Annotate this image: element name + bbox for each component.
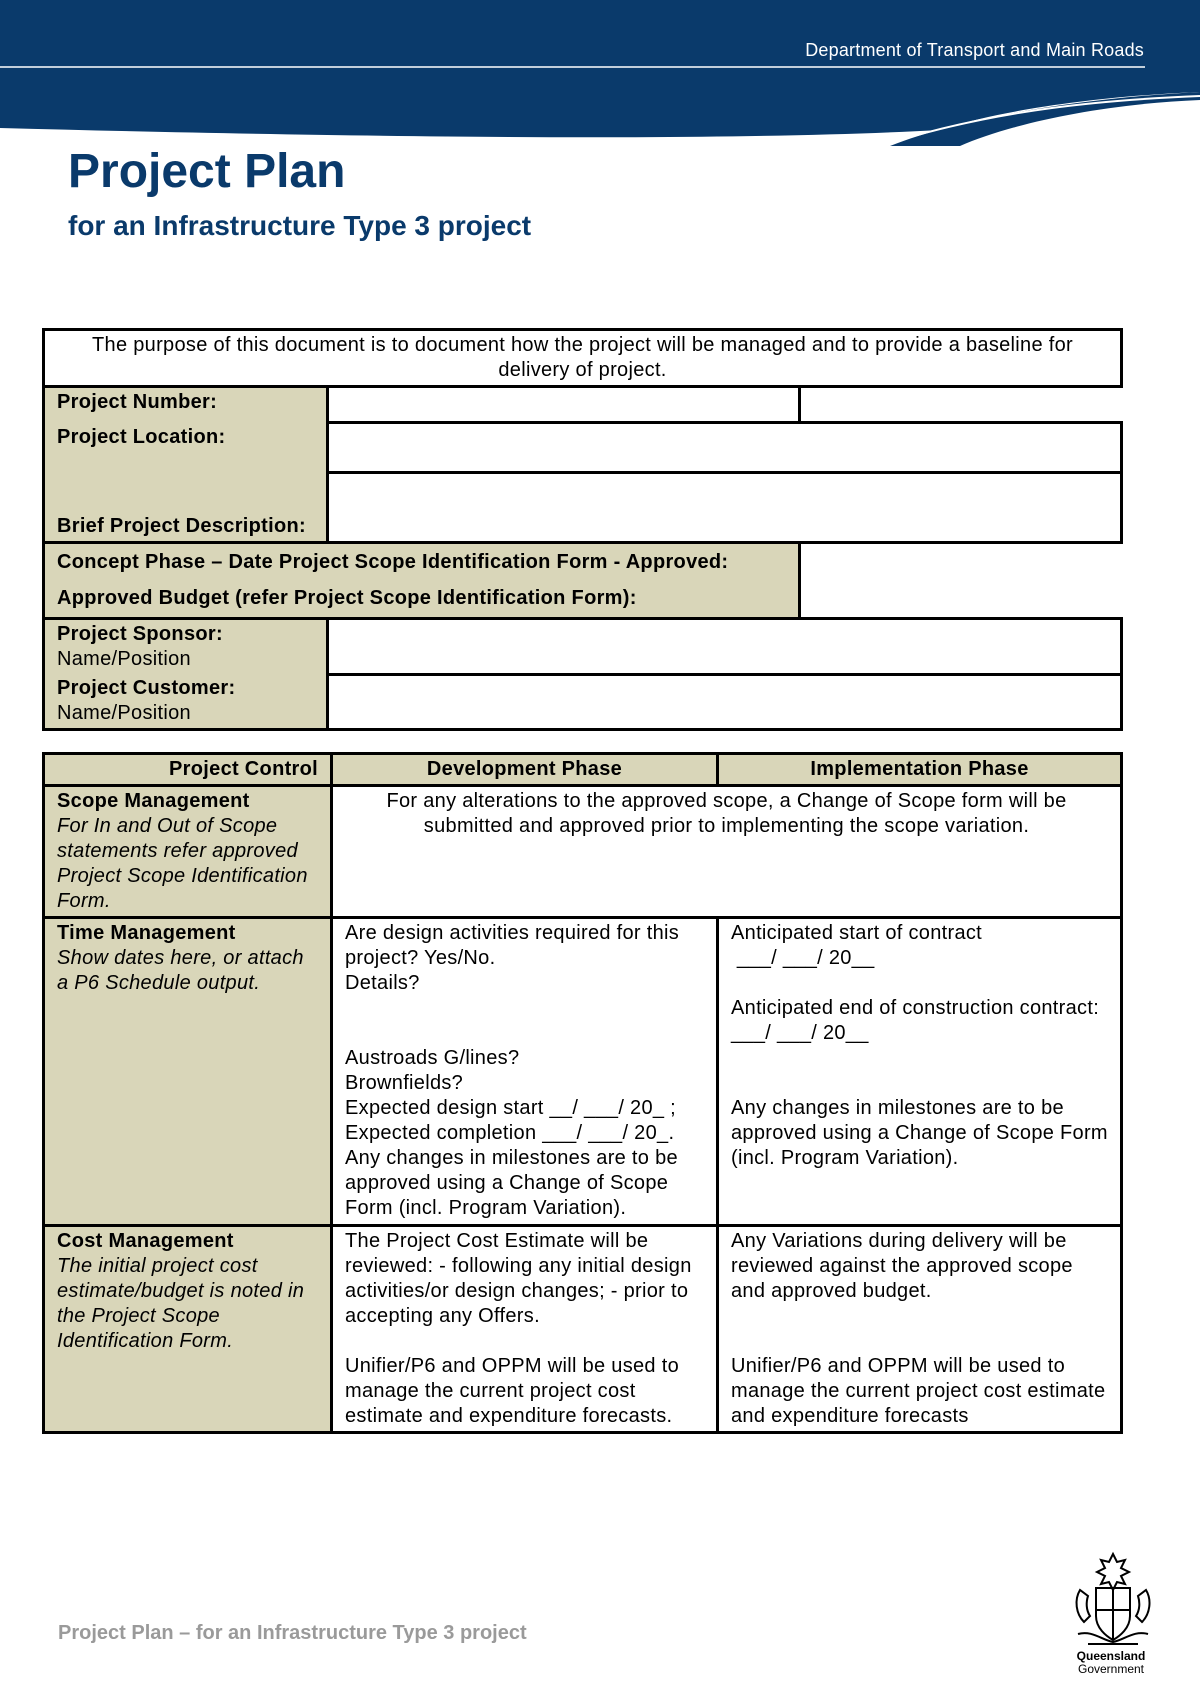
header-banner xyxy=(0,0,1200,150)
scope-management-cell xyxy=(44,786,332,918)
header-development-phase: Development Phase xyxy=(332,754,718,786)
project-sponsor-field[interactable] xyxy=(328,619,1122,675)
brownfields-question: Brownfields? xyxy=(345,1072,464,1094)
project-customer-field[interactable] xyxy=(328,674,1122,730)
concept-phase-label: Concept Phase – Date Project Scope Identification Form - Approved: xyxy=(44,543,800,581)
scope-management-label: Scope Management xyxy=(57,790,250,812)
time-management-cell xyxy=(44,918,332,1226)
project-sponsor-label: Project Sponsor: xyxy=(57,623,223,645)
gov-line-1: Queensland xyxy=(1076,1649,1146,1663)
scope-management-text: For any alterations to the approved scope, a Change of Scope form will be submitted and approved prior to implementing the scope variation. xyxy=(332,786,1122,918)
approved-budget-label: Approved Budget (refer Project Scope Identification Form): xyxy=(44,581,800,619)
expected-design-start: Expected design start __/ ___/ 20_ ; xyxy=(345,1097,677,1119)
page-title: Project Plan xyxy=(68,145,346,198)
anticipated-start-date: ___/ ___/ 20__ xyxy=(731,947,875,969)
time-management-note: Show dates here, or attach a P6 Schedule output. xyxy=(57,947,304,994)
project-sponsor-sublabel: Name/Position xyxy=(57,648,191,670)
cost-tools-impl: Unifier/P6 and OPPM will be used to manage the current project cost estimate and expenditure forecasts xyxy=(731,1355,1112,1427)
footer-document-title: Project Plan – for an Infrastructure Type 3 project xyxy=(58,1622,527,1644)
milestone-change-note-impl: Any changes in milestones are to be approved using a Change of Scope Form (incl. Program Variation). xyxy=(731,1097,1114,1169)
project-number-field[interactable] xyxy=(328,387,800,423)
time-implementation-cell xyxy=(718,918,1122,1226)
project-sponsor-cell xyxy=(44,619,328,675)
project-number-label: Project Number: xyxy=(44,387,328,423)
project-info-table xyxy=(42,328,1123,731)
brief-description-field[interactable] xyxy=(328,473,1122,543)
time-development-cell xyxy=(332,918,718,1226)
anticipated-start-label: Anticipated start of contract xyxy=(731,922,983,944)
project-customer-label: Project Customer: xyxy=(57,677,236,699)
anticipated-end: Anticipated end of construction contract: ___/ ___/ 20__ xyxy=(731,997,1105,1044)
header-implementation-phase: Implementation Phase xyxy=(718,754,1122,786)
expected-completion: Expected completion ___/ ___/ 20_. xyxy=(345,1122,675,1144)
cost-estimate-review: The Project Cost Estimate will be reviewed: - following any initial design activities/or design changes; - prior to accepting any Offers. xyxy=(345,1230,698,1327)
cost-management-note: The initial project cost estimate/budget is noted in the Project Scope Identification Form. xyxy=(57,1255,305,1352)
project-location-label: Project Location: xyxy=(44,423,328,473)
queensland-government-wordmark xyxy=(1068,1650,1154,1676)
cost-tools-dev: Unifier/P6 and OPPM will be used to manage the current project cost estimate and expenditure forecasts. xyxy=(345,1355,685,1427)
project-control-table xyxy=(42,752,1123,1434)
cost-development-cell xyxy=(332,1226,718,1433)
variations-review: Any Variations during delivery will be reviewed against the approved scope and approved budget. xyxy=(731,1230,1079,1302)
header-project-control: Project Control xyxy=(44,754,332,786)
gov-line-2: Government xyxy=(1077,1662,1145,1676)
austroads-question: Austroads G/lines? xyxy=(345,1047,520,1069)
scope-management-note: For In and Out of Scope statements refer approved Project Scope Identification Form. xyxy=(57,815,308,912)
time-management-label: Time Management xyxy=(57,922,236,944)
project-location-field[interactable] xyxy=(328,423,1122,473)
brief-description-label: Brief Project Description: xyxy=(44,473,328,543)
project-customer-sublabel: Name/Position xyxy=(57,702,191,724)
department-name: Department of Transport and Main Roads xyxy=(805,40,1144,60)
project-customer-cell xyxy=(44,674,328,730)
project-number-extra-field[interactable] xyxy=(800,387,1122,423)
purpose-statement: The purpose of this document is to document how the project will be managed and to provide a baseline for delivery of project. xyxy=(44,330,1122,387)
design-activities-question: Are design activities required for this project? Yes/No. xyxy=(345,922,685,969)
cost-management-label: Cost Management xyxy=(57,1230,234,1252)
details-question: Details? xyxy=(345,972,420,994)
concept-approval-date-field[interactable] xyxy=(800,543,1122,619)
cost-implementation-cell xyxy=(718,1226,1122,1433)
cost-management-cell xyxy=(44,1226,332,1433)
milestone-change-note-dev: Any changes in milestones are to be approved using a Change of Scope Form (incl. Program Variation). xyxy=(345,1147,684,1219)
page-subtitle: for an Infrastructure Type 3 project xyxy=(68,210,532,241)
